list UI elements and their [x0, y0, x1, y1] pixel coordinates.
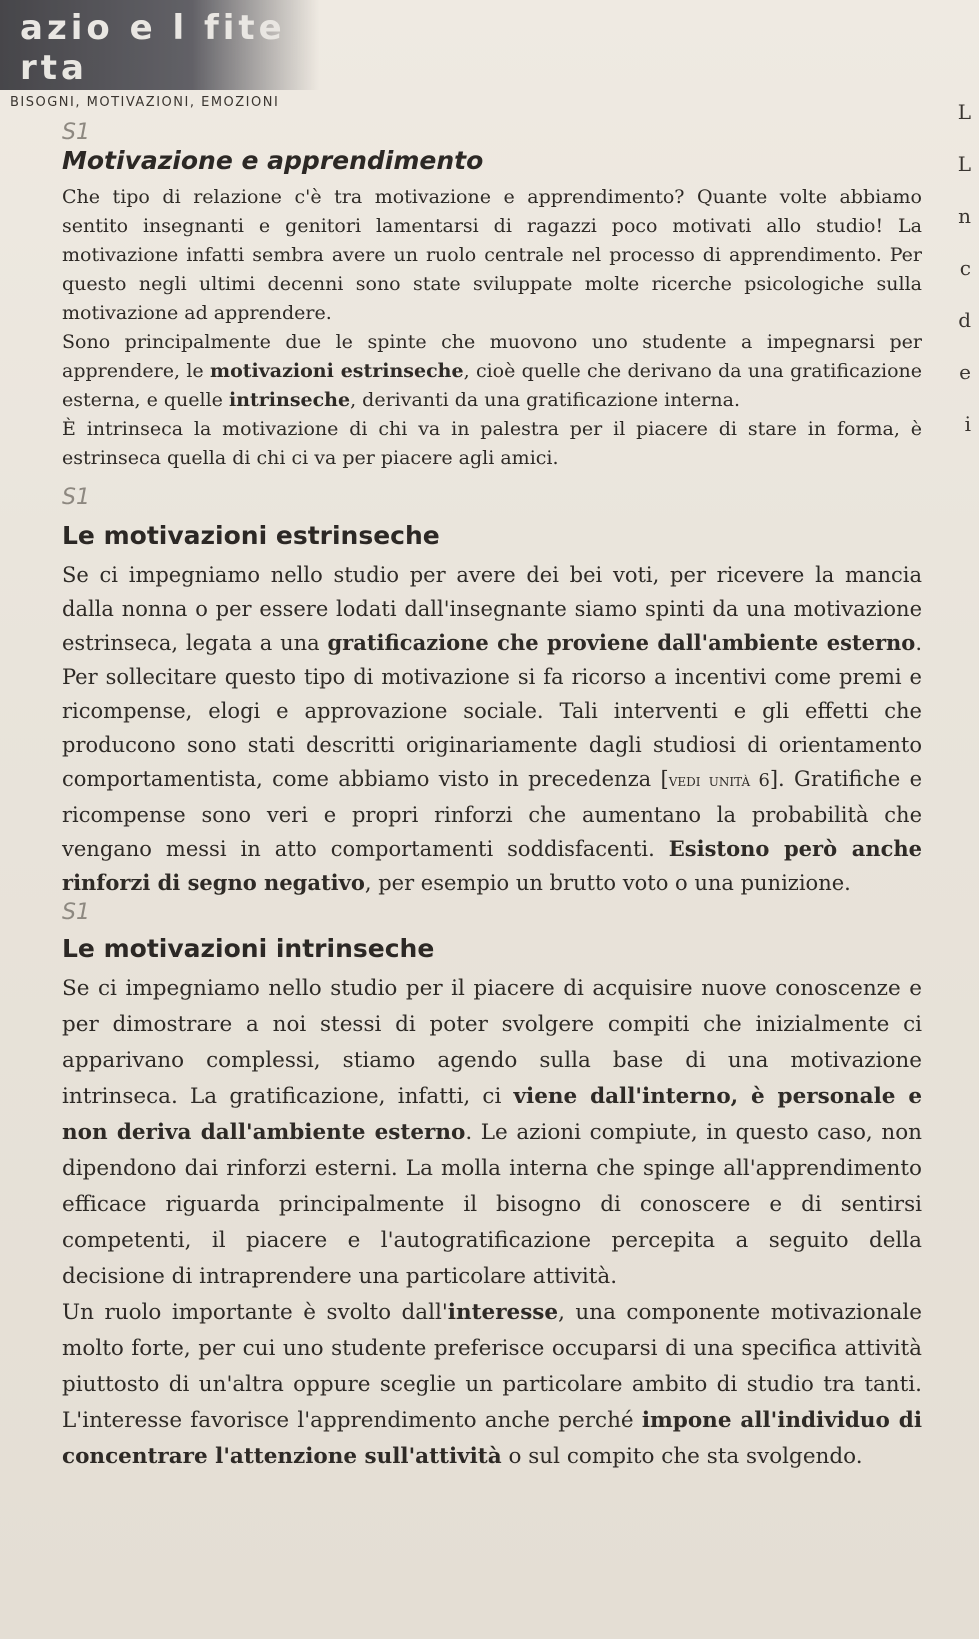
section-motivazione-apprendimento	[62, 146, 922, 473]
margin-letter: L	[957, 152, 971, 176]
paragraph: Sono principalmente due le spinte che muovono uno studente a impegnarsi per apprendere, le motivazioni estrinseche, cioè quelle che derivano da una gratificazione esterna, e quelle intrinseche, derivanti da una gratificazione interna.	[62, 331, 922, 411]
margin-letter: d	[958, 308, 971, 332]
margin-letter: e	[959, 360, 971, 384]
pencil-annotation: S1	[62, 485, 90, 510]
paragraph: Un ruolo importante è svolto dall'interesse, una componente motivazionale molto forte, per cui uno studente preferisce occuparsi di una specifica attività piuttosto di un'altra oppure sceglie un particolare ambito di studio tra tanti. L'interesse favorisce l'apprendimento anche perché impone all'individuo di concentrare l'attenzione sull'attività o sul compito che sta svolgendo.	[62, 1300, 922, 1469]
section-estrinseche	[62, 521, 922, 900]
paragraph: È intrinseca la motivazione di chi va in palestra per il piacere di stare in forma, è estrinseca quella di chi ci va per piacere agli amici.	[62, 418, 922, 469]
text-column	[62, 120, 922, 1475]
cross-reference: vedi unità 6	[668, 770, 770, 791]
previous-page-edge	[0, 0, 320, 90]
spine-text: azio e l fite rta	[20, 8, 286, 88]
section-title: Le motivazioni estrinseche	[62, 521, 440, 550]
paragraph: Se ci impegniamo nello studio per il piacere di acquisire nuove conoscenze e per dimostrare a noi stessi di poter svolgere compiti che inizialmente ci apparivano complessi, stiamo agendo sulla base di una motivazione intrinseca. La gratificazione, infatti, ci viene dall'interno, è personale e non deriva dall'ambiente esterno. Le azioni compiute, in questo caso, non dipendono dai rinforzi esterni. La molla interna che spinge all'apprendimento efficace riguarda principalmente il bisogno di conoscere e di sentirsi competenti, il piacere e l'autogratificazione percepita a seguito della decisione di intraprendere una particolare attività.	[62, 976, 922, 1289]
running-head: BISOGNI, MOTIVAZIONI, EMOZIONI	[10, 95, 280, 110]
margin-letter: n	[958, 204, 971, 228]
facing-page-edge	[931, 100, 979, 460]
paragraph: Se ci impegniamo nello studio per avere dei bei voti, per ricevere la mancia dalla nonna o per essere lodati dall'insegnante siamo spinti da una motivazione estrinseca, legata a una gratificazione che proviene dall'ambiente esterno. Per sollecitare questo tipo di motivazione si fa ricorso a incentivi come premi e ricompense, elogi e approvazione sociale. Tali interventi e gli effetti che producono sono stati descritti originariamente dagli studiosi di orientamento comportamentista, come abbiamo visto in precedenza [vedi unità 6]. Gratifiche e ricompense sono veri e propri rinforzi che aumentano la probabilità che vengano messi in atto comportamenti soddisfacenti. Esistono però anche rinforzi di segno negativo, per esempio un brutto voto o una punizione.	[62, 563, 923, 895]
margin-letter: L	[957, 100, 971, 124]
pencil-annotation: S1	[62, 120, 90, 145]
section-title: Le motivazioni intrinseche	[62, 934, 435, 963]
section-intrinseche	[62, 934, 922, 1475]
pencil-annotation: S1	[62, 900, 90, 925]
margin-letter: c	[959, 256, 971, 280]
margin-letter: i	[964, 412, 971, 436]
section-title: Motivazione e apprendimento	[62, 146, 484, 175]
paragraph: Che tipo di relazione c'è tra motivazione e apprendimento? Quante volte abbiamo sentito insegnanti e genitori lamentarsi di ragazzi poco motivati allo studio! La motivazione infatti sembra avere un ruolo centrale nel processo di apprendimento. Per questo negli ultimi decenni sono state sviluppate molte ricerche psicologiche sulla motivazione ad apprendere.	[62, 186, 922, 324]
